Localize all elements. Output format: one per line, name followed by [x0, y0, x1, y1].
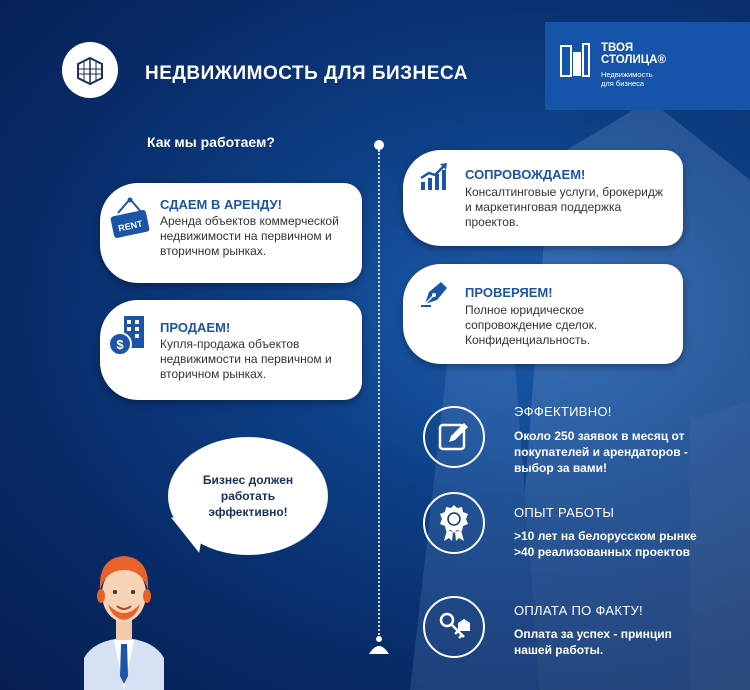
- card-sell-heading: ПРОДАЕМ!: [160, 320, 231, 335]
- card-rent-text: Аренда объектов коммерческой недвижимости на первичном и вторичном рынках.: [160, 214, 339, 258]
- svg-text:RENT: RENT: [117, 218, 144, 234]
- card-rent-heading: СДАЕМ В АРЕНДУ!: [160, 197, 282, 212]
- logo-subtitle: Недвижимость для бизнеса: [601, 70, 653, 88]
- timeline-start-dot: [374, 140, 384, 150]
- feature-experience-heading: ОПЫТ РАБОТЫ: [514, 505, 615, 520]
- timeline-question: Как мы работаем?: [147, 134, 275, 150]
- card-sell: [100, 300, 362, 400]
- timeline-end-icon: [367, 636, 391, 656]
- feature-experience-text: >10 лет на белорусском рынке >40 реализованных проектов: [514, 529, 697, 559]
- background-skyline: [390, 40, 750, 690]
- businessman-avatar: [84, 548, 164, 690]
- card-check-text: Полное юридическое сопровождение сделок. Конфиденциальность.: [465, 303, 598, 347]
- card-sell-text: Купля-продажа объектов недвижимости на первичном и вторичном рынках.: [160, 337, 332, 381]
- keys-icon: [423, 596, 485, 658]
- feature-payment-heading: ОПЛАТА ПО ФАКТУ!: [514, 603, 643, 618]
- growth-chart-icon: [419, 162, 449, 192]
- pen-nib-icon: [419, 278, 449, 308]
- page-title: НЕДВИЖИМОСТЬ ДЛЯ БИЗНЕСА: [145, 63, 468, 84]
- building-dollar-icon: [108, 314, 148, 358]
- edit-icon: [423, 406, 485, 468]
- timeline-line: [378, 150, 380, 638]
- rent-sign-icon: [110, 197, 150, 241]
- card-check: [403, 264, 683, 364]
- svg-text:$: $: [116, 337, 124, 352]
- logo-mark-icon: [559, 42, 591, 78]
- card-support: [403, 150, 683, 246]
- award-icon: [423, 492, 485, 554]
- feature-payment-text: Оплата за успех - принцип нашей работы.: [514, 627, 672, 657]
- feature-effective-text: Около 250 заявок в месяц от покупателей и арендаторов - выбор за вами!: [514, 429, 688, 475]
- card-support-text: Консалтинговые услуги, брокеридж и маркетинговая поддержка проектов.: [465, 185, 663, 229]
- card-support-heading: СОПРОВОЖДАЕМ!: [465, 167, 586, 182]
- card-rent: [100, 183, 362, 283]
- feature-effective-heading: ЭФФЕКТИВНО!: [514, 404, 612, 419]
- card-check-heading: ПРОВЕРЯЕМ!: [465, 285, 553, 300]
- logo-name: ТВОЯ СТОЛИЦА®: [601, 42, 666, 66]
- building-icon: [62, 42, 118, 98]
- speech-bubble: Бизнес должен работать эффективно!: [168, 437, 328, 555]
- brand-logo: [545, 22, 750, 110]
